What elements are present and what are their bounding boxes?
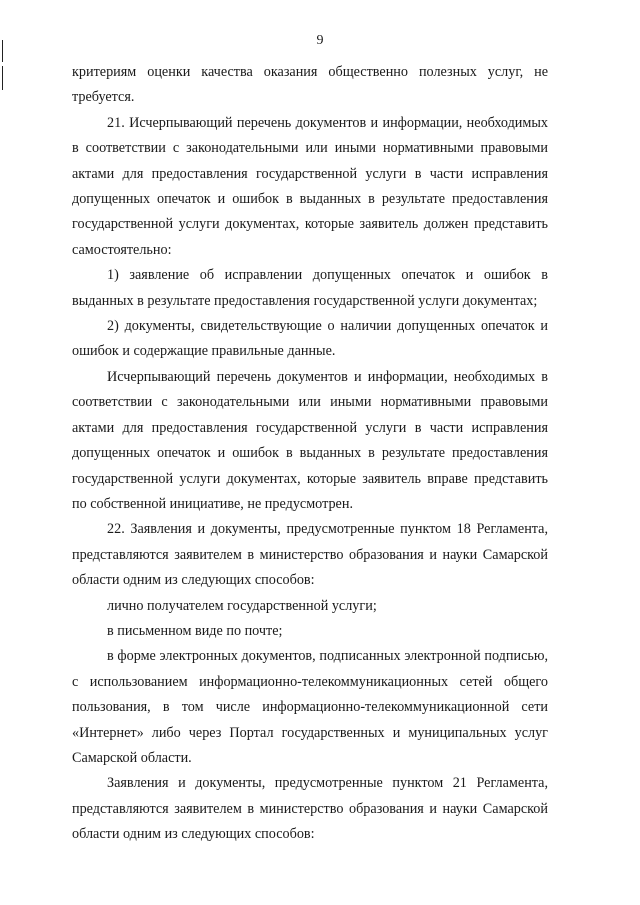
paragraph: в письменном виде по почте; [107, 622, 283, 639]
paragraph: 21. Исчерпывающий перечень документов и информации, необходимых в соответствии с законодательными или иными нормативными правовыми актами для предоставления государственной услуги в части исправления допущенных опечаток и ошибок в выданных в результате предоставления государственной услуги документах, которые заявитель должен представить самостоятельно: [72, 114, 548, 258]
paragraph: в форме электронных документов, подписанных электронной подписью, с использованием информационно-телекоммуникационных сетей общего пользования, в том числе информационно-телекоммуникационной сети «Интернет» либо через Портал государственных и муниципальных услуг Самарской области. [72, 648, 548, 766]
page-number: 9 [316, 33, 324, 48]
paragraph: критериям оценки качества оказания общественно полезных услуг, не требуется. [72, 64, 548, 106]
paragraph: лично получателем государственной услуги; [107, 597, 377, 614]
paragraph: 22. Заявления и документы, предусмотренные пунктом 18 Регламента, представляются заявителем в министерство образования и науки Самарской области одним из следующих способов: [72, 521, 548, 589]
scan-margin-line-bottom [2, 66, 3, 90]
paragraph: Заявления и документы, предусмотренные пунктом 21 Регламента, представляются заявителем в министерство образования и науки Самарской области одним из следующих способов: [72, 775, 548, 843]
paragraph: 2) документы, свидетельствующие о наличии допущенных опечаток и ошибок и содержащие правильные данные. [72, 318, 548, 360]
paragraph: Исчерпывающий перечень документов и информации, необходимых в соответствии с законодательными или иными нормативными правовыми актами для предоставления государственной услуги в части исправления допущенных опечаток и ошибок в выданных в результате предоставления государственной услуги документах, которые заявитель вправе представить по собственной инициативе, не предусмотрен. [72, 368, 548, 512]
paragraph: 1) заявление об исправлении допущенных опечаток и ошибок в выданных в результате предоставления государственной услуги документах; [72, 267, 548, 309]
document-body [72, 60, 548, 848]
